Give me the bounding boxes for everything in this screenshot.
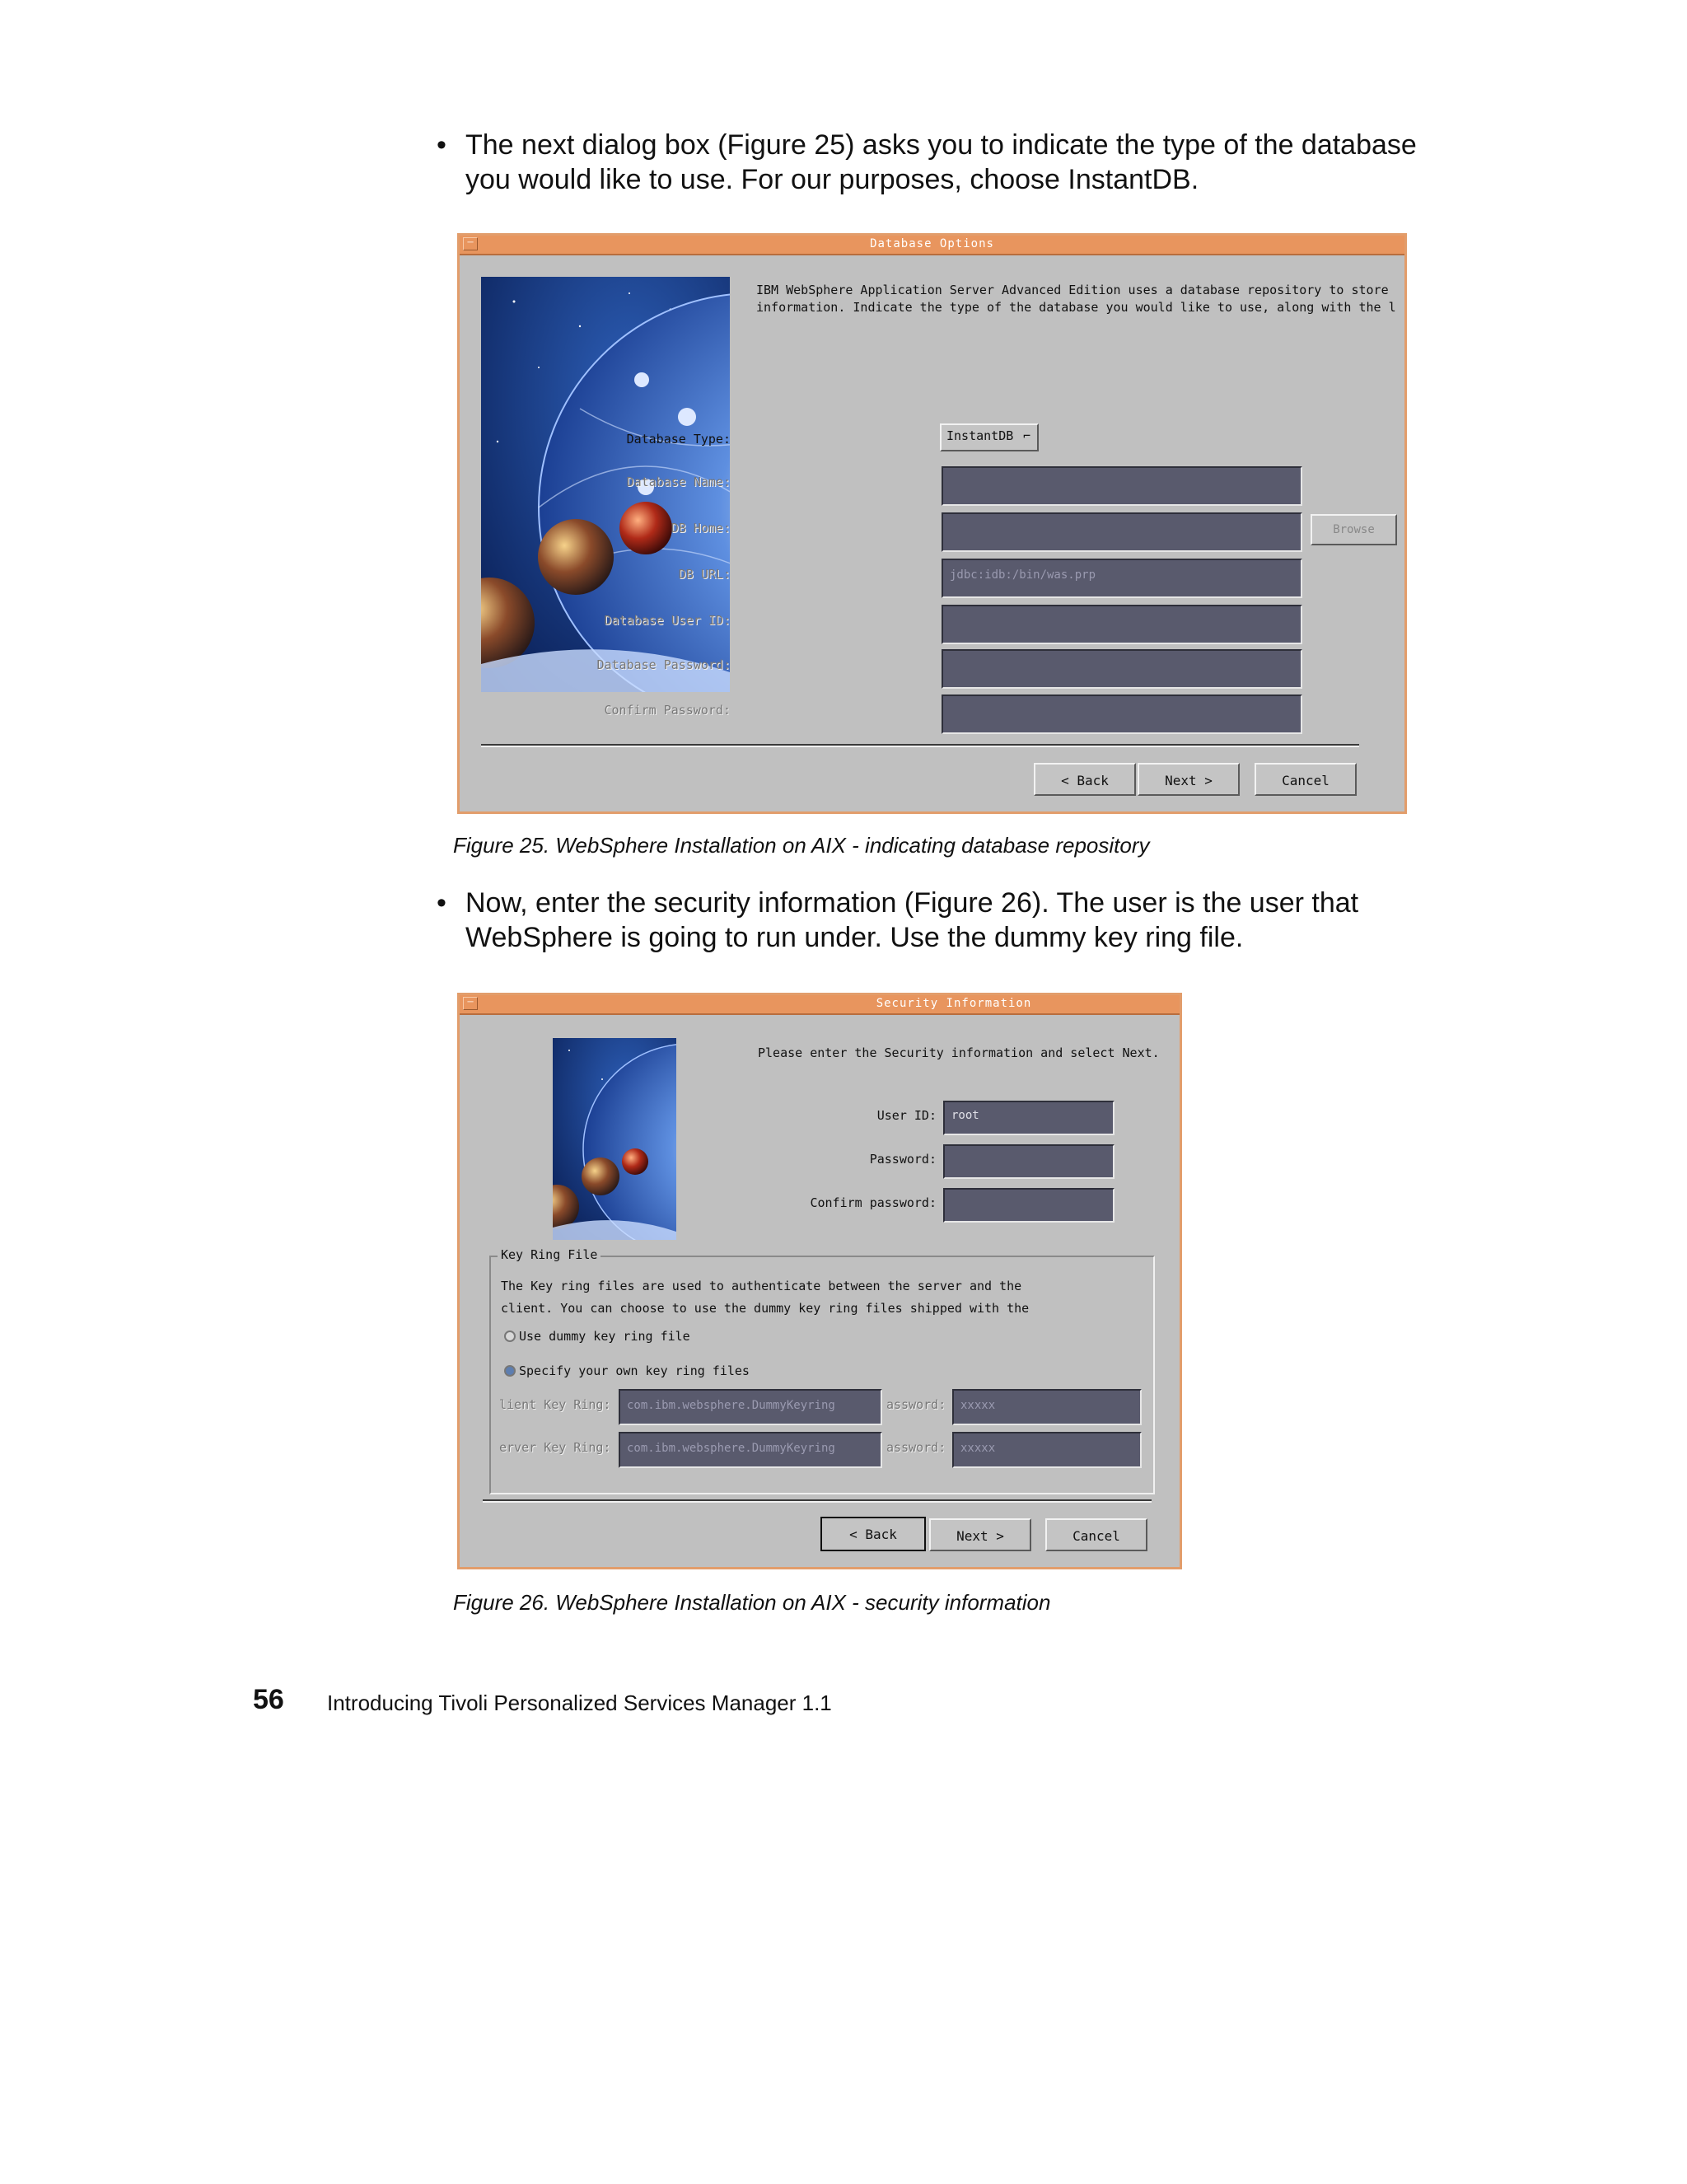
security-information-dialog (457, 993, 1182, 1569)
specify-own-key-ring-radio[interactable] (504, 1365, 516, 1377)
client-password-label: assword: (886, 1397, 946, 1412)
database-user-id-label: Database User ID: (604, 613, 731, 628)
client-key-ring-label: lient Key Ring: (499, 1397, 611, 1412)
next-button[interactable]: Next > (1138, 763, 1240, 796)
dropdown-icon: ⌐ (1022, 428, 1030, 443)
page-number: 56 (253, 1684, 284, 1715)
instruction-paragraph-2 (437, 886, 1429, 955)
key-ring-description-line-2: client. You can choose to use the dummy key ring files shipped with the (501, 1301, 1030, 1316)
security-prompt: Please enter the Security information and select Next. (758, 1045, 1160, 1060)
client-password-field[interactable]: xxxxx (952, 1389, 1142, 1425)
server-password-label: assword: (886, 1440, 946, 1455)
book-title: Introducing Tivoli Personalized Services Manager 1.1 (327, 1691, 832, 1715)
confirm-password-label: Confirm Password: (604, 703, 731, 718)
key-ring-description (501, 1275, 1029, 1320)
database-type-select[interactable] (940, 423, 1039, 451)
confirm-password-field[interactable] (943, 1188, 1115, 1223)
key-ring-description-line-1: The Key ring files are used to authenticate between the server and the (501, 1279, 1022, 1293)
browse-button[interactable]: Browse (1311, 514, 1397, 545)
database-type-value: InstantDB (946, 428, 1014, 443)
figure-25-caption: Figure 25. WebSphere Installation on AIX - indicating database repository (453, 833, 1150, 858)
separator (483, 1499, 1152, 1503)
back-button[interactable]: < Back (820, 1517, 926, 1551)
websphere-artwork (553, 1038, 676, 1240)
use-dummy-key-ring-radio[interactable] (504, 1331, 516, 1342)
paragraph-text: Now, enter the security information (Figure 26). The user is the user that WebSphere is going to run under. Use the dummy key ring file. (465, 887, 1359, 953)
database-type-label: Database Type: (626, 432, 731, 447)
window-menu-button[interactable]: ─ (463, 237, 478, 250)
database-user-id-field[interactable] (942, 605, 1302, 644)
dialog-description (756, 282, 1407, 316)
key-ring-group-title: Key Ring File (498, 1246, 600, 1264)
server-key-ring-label: erver Key Ring: (499, 1440, 611, 1455)
database-password-label: Database Password: (596, 657, 731, 672)
description-line-2: information. Indicate the type of the database you would like to use, along with the l (756, 300, 1396, 315)
db-url-field[interactable]: jdbc:idb:/bin/was.prp (942, 559, 1302, 598)
next-button[interactable]: Next > (929, 1518, 1031, 1551)
title-bar (460, 236, 1404, 255)
user-id-field[interactable]: root (943, 1101, 1115, 1135)
db-home-label: DB Home: (671, 521, 731, 535)
instruction-paragraph-1 (437, 128, 1429, 197)
password-field[interactable] (943, 1144, 1115, 1179)
database-name-label: Database Name: (626, 475, 731, 489)
paragraph-text: The next dialog box (Figure 25) asks you to indicate the type of the database you would like to use. For our purposes, choose InstantDB. (465, 129, 1417, 195)
specify-own-key-ring-label: Specify your own key ring files (519, 1363, 750, 1378)
db-home-field[interactable] (942, 512, 1302, 552)
window-menu-button[interactable]: ─ (463, 997, 478, 1010)
use-dummy-key-ring-label: Use dummy key ring file (519, 1329, 690, 1344)
server-key-ring-field[interactable]: com.ibm.websphere.DummyKeyring (619, 1432, 882, 1468)
password-label: Password: (869, 1152, 937, 1167)
title-bar (460, 995, 1180, 1015)
cancel-button[interactable]: Cancel (1045, 1518, 1147, 1551)
back-button[interactable]: < Back (1034, 763, 1136, 796)
confirm-password-label: Confirm password: (810, 1195, 937, 1210)
database-options-dialog (457, 233, 1407, 814)
dialog-title: Database Options (870, 237, 994, 250)
server-password-field[interactable]: xxxxx (952, 1432, 1142, 1468)
dialog-title: Security Information (876, 997, 1032, 1010)
database-name-field[interactable] (942, 466, 1302, 506)
cancel-button[interactable]: Cancel (1255, 763, 1357, 796)
bullet: • (437, 129, 446, 161)
user-id-label: User ID: (876, 1108, 937, 1123)
client-key-ring-field[interactable]: com.ibm.websphere.DummyKeyring (619, 1389, 882, 1425)
bullet: • (437, 887, 446, 919)
figure-26-caption: Figure 26. WebSphere Installation on AIX - security information (453, 1590, 1051, 1615)
separator (481, 744, 1359, 747)
confirm-password-field[interactable] (942, 694, 1302, 734)
db-url-label: DB URL: (678, 567, 731, 582)
description-line-1: IBM WebSphere Application Server Advanced Edition uses a database repository to store (756, 283, 1389, 297)
database-password-field[interactable] (942, 649, 1302, 689)
